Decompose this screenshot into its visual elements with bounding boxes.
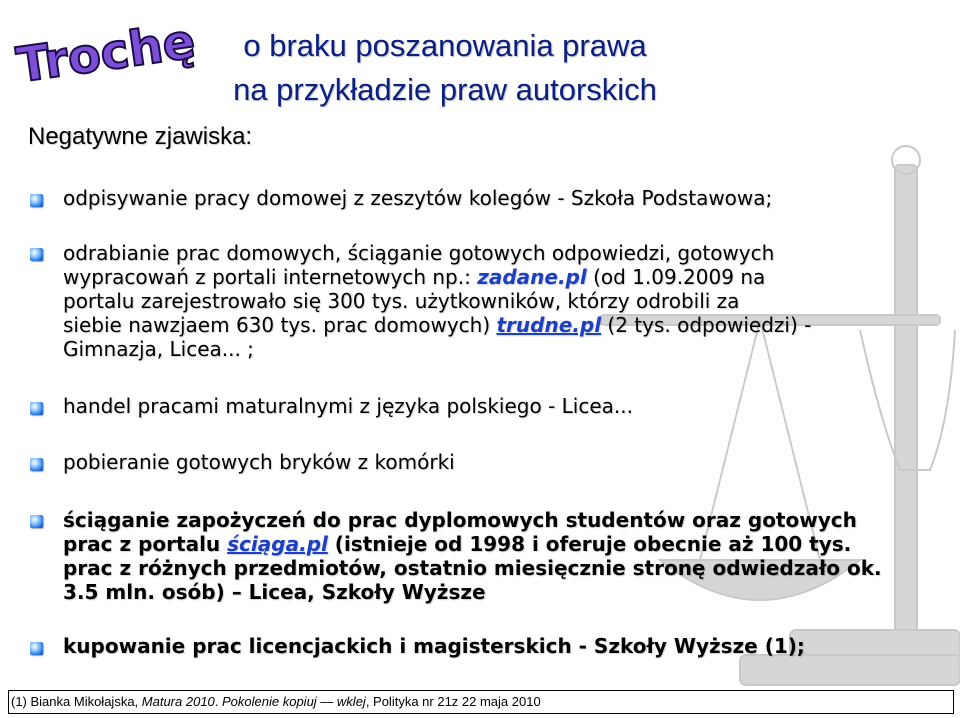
item-line: wypracowań z portali internetowych np.: zadane.pl (od 1.09.2009 na — [63, 265, 766, 289]
subheading: Negatywne zjawiska: — [28, 123, 253, 150]
list-item — [63, 450, 953, 474]
footnote: (1) Bianka Mikołajska, Matura 2010. Pokolenie kopiuj — wklej, Polityka nr 21z 22 maja 2010 — [8, 690, 954, 714]
item-line: prac z różnych przedmiotów, ostatnio miesięcznie stronę odwiedzało ok. — [63, 556, 882, 580]
link-zadane[interactable]: zadane.pl — [477, 265, 587, 289]
item-text: odpisywanie pracy domowej z zeszytów kolegów - Szkoła Podstawowa; — [63, 186, 773, 210]
item-text: pobieranie gotowych bryków z komórki — [63, 450, 455, 474]
link-sciaga[interactable]: ściąga.pl — [227, 532, 328, 556]
title-line-2: na przykładzie praw autorskich — [233, 72, 657, 107]
item-text: kupowanie prac licencjackich i magisterskich - Szkoły Wyższe (1); — [63, 634, 805, 658]
list-item — [63, 508, 953, 604]
item-line: odrabianie prac domowych, ściąganie gotowych odpowiedzi, gotowych — [63, 241, 775, 265]
logo-text: Trochę — [13, 13, 199, 94]
bullet-icon — [30, 248, 43, 261]
list-item — [63, 241, 953, 361]
bullet-icon — [30, 642, 43, 655]
title-line-1: o braku poszanowania prawa — [243, 28, 647, 63]
item-line: portalu zarejestrowało się 300 tys. użytkowników, którzy odrobili za — [63, 289, 740, 313]
item-text: handel pracami maturalnymi z języka polskiego - Licea... — [63, 394, 633, 418]
list-item — [63, 394, 953, 418]
bullet-icon — [30, 515, 43, 528]
item-line: prac z portalu ściąga.pl (istnieje od 1998 i oferuje obecnie aż 100 tys. — [63, 532, 852, 556]
item-line: Gimnazja, Licea... ; — [63, 337, 254, 361]
list-item — [63, 634, 953, 658]
link-trudne[interactable]: trudne.pl — [496, 313, 602, 337]
item-line: ściąganie zapożyczeń do prac dyplomowych studentów oraz gotowych — [63, 508, 857, 532]
list-item — [63, 186, 953, 210]
bullet-icon — [30, 402, 43, 415]
item-line: 3.5 mln. osób) – Licea, Szkoły Wyższe — [63, 580, 486, 604]
item-line: siebie nawzjaem 630 tys. prac domowych) trudne.pl (2 tys. odpowiedzi) - — [63, 313, 812, 337]
bullet-icon — [30, 458, 43, 471]
bullet-icon — [30, 194, 43, 207]
